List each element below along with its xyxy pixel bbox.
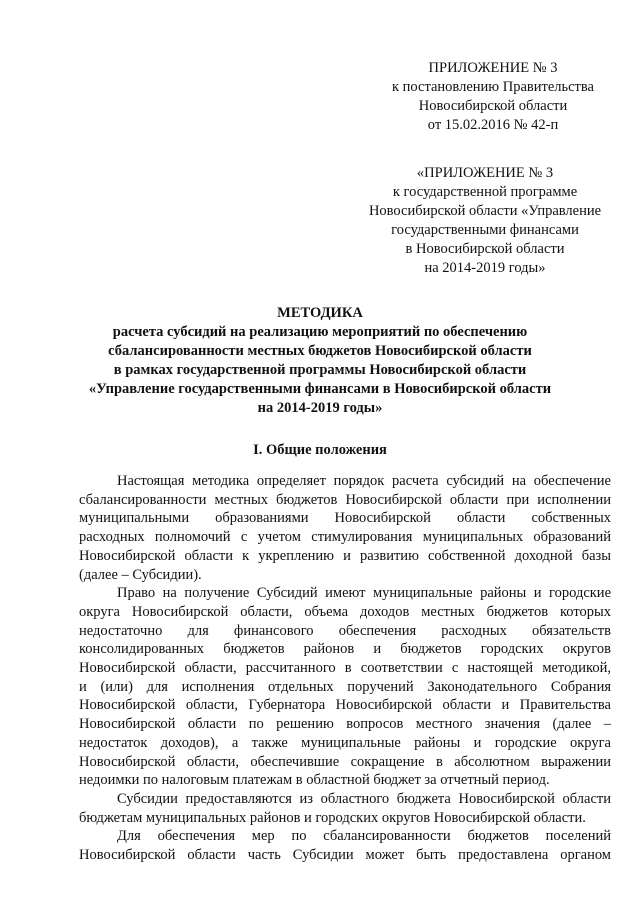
paragraph-line: недостаток доходов), а также муниципальные районы и городские округа bbox=[79, 734, 611, 751]
appendix-line: государственными финансами bbox=[391, 222, 579, 238]
appendix-line: в Новосибирской области bbox=[405, 241, 565, 257]
paragraph bbox=[79, 790, 611, 827]
paragraph-line: недоимки по налоговым платежам в областной бюджет за отчетный период. bbox=[79, 772, 550, 789]
paragraph-line: Субсидии предоставляются из областного бюджета Новосибирской области bbox=[117, 790, 611, 807]
paragraph-line: бюджетам муниципальных районов и городских округов Новосибирской области. bbox=[79, 809, 586, 826]
document-title bbox=[40, 304, 600, 418]
appendix-line: Новосибирской области bbox=[418, 98, 568, 114]
title-line: в рамках государственной программы Новосибирской области bbox=[113, 362, 527, 378]
title-line: расчета субсидий на реализацию мероприятий по обеспечению bbox=[112, 324, 528, 340]
title-line: МЕТОДИКА bbox=[277, 305, 363, 321]
paragraph-line: муниципальными образованиями Новосибирской области собственных bbox=[79, 510, 611, 527]
paragraph bbox=[79, 584, 611, 790]
title-line: на 2014-2019 годы» bbox=[257, 400, 383, 416]
paragraph-line: Для обеспечения мер по сбалансированности бюджетов поселений bbox=[117, 828, 611, 845]
paragraph-line: недостаточно для финансового обеспечения расходных обязательств bbox=[79, 622, 611, 639]
appendix-line: от 15.02.2016 № 42-п bbox=[427, 117, 559, 133]
appendix-line: на 2014-2019 годы» bbox=[424, 260, 546, 276]
appendix-line: ПРИЛОЖЕНИЕ № 3 bbox=[428, 60, 558, 76]
paragraph-line: Новосибирской области, обеспечившие сокращение в абсолютном выражении bbox=[79, 753, 611, 770]
paragraph-line: расходных полномочий с учетом стимулирования муниципальных образований bbox=[79, 529, 611, 546]
paragraph-line: консолидированных бюджетов районов и бюджетов городских округов bbox=[79, 641, 611, 658]
document-body bbox=[79, 472, 611, 865]
appendix-line: к государственной программе bbox=[392, 184, 578, 200]
paragraph-line: Новосибирской области по решению вопросов местного значения (далее – bbox=[79, 716, 611, 733]
paragraph-line: Настоящая методика определяет порядок расчета субсидий на обеспечение bbox=[117, 473, 611, 489]
paragraph-line: Новосибирской области к укреплению и развитию собственной доходной базы bbox=[79, 547, 611, 564]
appendix-line: к постановлению Правительства bbox=[392, 79, 594, 95]
paragraph-line: (далее – Субсидии). bbox=[79, 566, 202, 583]
paragraph-line: Новосибирской области, рассчитанного в соответствии с настоящей методикой, bbox=[79, 660, 611, 677]
appendix-line: «ПРИЛОЖЕНИЕ № 3 bbox=[416, 165, 554, 181]
paragraph-line: Новосибирской области, Губернатора Новосибирской области и Правительства bbox=[79, 697, 611, 714]
paragraph-line: сбалансированности местных бюджетов Новосибирской области при исполнении bbox=[79, 491, 611, 508]
appendix-state-program bbox=[355, 164, 615, 278]
appendix-government-decree bbox=[363, 59, 623, 135]
paragraph-line: Право на получение Субсидий имеют муниципальные районы и городские bbox=[117, 585, 611, 602]
paragraph-line: Новосибирской области часть Субсидии может быть предоставлена органом bbox=[79, 847, 611, 864]
paragraph bbox=[79, 827, 611, 864]
appendix-line: Новосибирской области «Управление bbox=[368, 203, 602, 219]
paragraph bbox=[79, 472, 611, 584]
paragraph-line: округа Новосибирской области, объема доходов местных бюджетов которых bbox=[79, 603, 611, 620]
title-line: сбалансированности местных бюджетов Новосибирской области bbox=[108, 343, 532, 359]
section-heading: I. Общие положения bbox=[253, 442, 387, 458]
paragraph-line: и (или) для исполнения отдельных поручений Законодательного Собрания bbox=[79, 678, 611, 695]
title-line: «Управление государственными финансами в Новосибирской области bbox=[88, 381, 552, 397]
